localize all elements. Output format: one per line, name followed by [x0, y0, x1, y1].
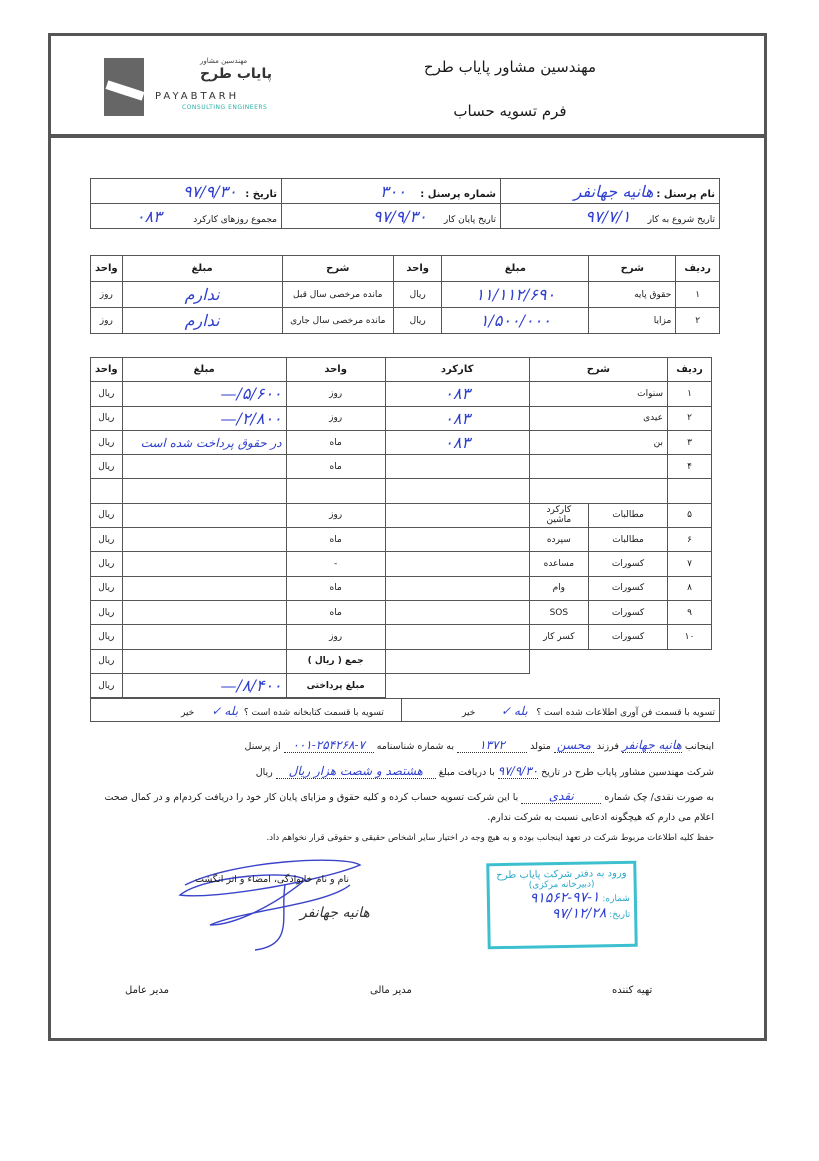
total-label: جمع ( ریال ) [286, 649, 385, 673]
row-work [385, 625, 529, 649]
row-desc2: مانده مرخصی سال قبل [282, 282, 393, 308]
row-number: ۳ [668, 430, 712, 454]
end-date-value: ۹۷/۹/۳۰ [372, 206, 427, 226]
stamp-number: ۱-۹۷-۹۱۵۶۲ [529, 889, 600, 907]
row-work [385, 576, 529, 600]
row-amount: ۱۱/۱۱۲/۶۹۰ [442, 282, 589, 308]
col-header: واحد [91, 358, 123, 382]
row-number: ۹ [668, 600, 712, 624]
declarant-name: هانیه جهانفر [621, 738, 682, 752]
row-amount: ۵/۶۰۰/— [122, 382, 286, 406]
table-row [91, 308, 720, 334]
stamp-number-label: شماره: [602, 893, 630, 905]
table-row [91, 528, 712, 552]
name-value: هانیه جهانفر [573, 181, 654, 201]
col-header: مبلغ [122, 358, 286, 382]
start-date-cell [501, 204, 720, 229]
stamp-date: ۹۷/۱۲/۲۸ [551, 905, 607, 923]
logo-subtitle-fa: مهندسین مشاور [200, 57, 248, 65]
row-desc: کارکرد ماشین [529, 503, 588, 527]
date-label: تاریخ : [245, 188, 277, 200]
row-desc2: مانده مرخصی سال جاری [282, 308, 393, 334]
row-currency: ریال [91, 406, 123, 430]
declaration-line-3: به صورت نقدی/ چک شماره نقدی با این شرکت تسویه حساب کرده و کلیه حقوق و مزایای پایان کار خود را دریافت کردم‌ام و در کمال صحت [104, 789, 714, 803]
row-currency: ریال [91, 576, 123, 600]
row-unit: روز [286, 406, 385, 430]
row-amount2: ندارم [122, 308, 282, 334]
registry-stamp [486, 861, 637, 950]
row-desc: سنوات [529, 382, 667, 406]
declaration-line-4: اعلام می دارم که هیچگونه ادعایی نسبت به شرکت ندارم. [487, 812, 714, 823]
personnel-no-label: شماره پرسنل : [420, 188, 496, 200]
row-work: ۰۸۳ [385, 406, 529, 430]
settlement-date: ۹۷/۹/۳۰ [497, 764, 539, 778]
row-desc [529, 455, 667, 479]
row-unit: ریال [393, 282, 441, 308]
row-work [385, 552, 529, 576]
row-currency: ریال [91, 455, 123, 479]
table-row [91, 552, 712, 576]
check-mark-icon: ✓ [501, 704, 512, 718]
row-work [385, 503, 529, 527]
library-settlement [181, 704, 384, 718]
row-number: ۵ [668, 503, 712, 527]
table-row [91, 600, 712, 624]
row-number: ۲ [668, 406, 712, 430]
row-number [668, 479, 712, 503]
total-row [91, 649, 712, 673]
start-date-label: تاریخ شروع به کار [647, 214, 715, 225]
row-currency: ریال [91, 625, 123, 649]
table-row [91, 282, 720, 308]
row-amount: ۱/۵۰۰/۰۰۰ [442, 308, 589, 334]
table-row [91, 406, 712, 430]
row-currency: ریال [91, 528, 123, 552]
row-amount [122, 552, 286, 576]
row-category: مطالبات [589, 503, 668, 527]
col-header: ردیف [676, 256, 720, 282]
row-work [385, 455, 529, 479]
row-unit: ماه [286, 528, 385, 552]
row-amount: در حقوق پرداخت شده است [122, 430, 286, 454]
name-label: نام پرسنل : [656, 188, 715, 200]
payable-currency: ریال [91, 673, 123, 697]
row-work: ۰۸۳ [385, 430, 529, 454]
table-row [91, 576, 712, 600]
row-desc: مساعده [529, 552, 588, 576]
payable-value: ۸/۴۰۰/— [122, 673, 286, 697]
salary-header-row [91, 256, 720, 282]
row-currency: ریال [91, 552, 123, 576]
row-work [385, 528, 529, 552]
row-desc: SOS [529, 600, 588, 624]
col-header: شرح [589, 256, 676, 282]
row-category: کسورات [589, 625, 668, 649]
date-value: ۹۷/۹/۳۰ [182, 181, 237, 201]
stamp-date-label: تاریخ: [609, 909, 631, 921]
row-amount [122, 600, 286, 624]
workdays-value: ۰۸۳ [135, 206, 162, 226]
row-desc [529, 479, 667, 503]
row-amount [122, 576, 286, 600]
row-unit [286, 479, 385, 503]
preparer-label: تهیه کننده [612, 985, 653, 996]
row-desc: حقوق پایه [589, 282, 676, 308]
col-header: مبلغ [122, 256, 282, 282]
row-currency: ریال [91, 503, 123, 527]
total-empty [385, 649, 529, 673]
stamp-date-row [490, 905, 634, 924]
row-unit: ماه [286, 455, 385, 479]
row-unit: روز [286, 625, 385, 649]
row-unit2: روز [91, 308, 123, 334]
row-amount [122, 625, 286, 649]
it-settlement [462, 704, 715, 718]
finance-manager-label: مدیر مالی [370, 985, 412, 996]
row-number: ۴ [668, 455, 712, 479]
row-desc: بن [529, 430, 667, 454]
start-date-value: ۹۷/۷/۱ [585, 206, 631, 226]
row-work [385, 600, 529, 624]
header-band [48, 33, 767, 138]
end-date-cell [282, 204, 501, 229]
row-work: ۰۸۳ [385, 382, 529, 406]
row-unit: روز [286, 503, 385, 527]
row-number: ۱ [668, 382, 712, 406]
salary-table [90, 255, 720, 334]
row-unit: ماه [286, 600, 385, 624]
payable-row [91, 673, 712, 697]
row-unit: - [286, 552, 385, 576]
personnel-info-table [90, 178, 720, 229]
row-category: کسورات [589, 576, 668, 600]
row-amount [122, 528, 286, 552]
col-header: واحد [393, 256, 441, 282]
personnel-no-value: ۳۰۰ [380, 181, 406, 201]
end-date-label: تاریخ پایان کار [443, 214, 496, 225]
row-number: ۷ [668, 552, 712, 576]
col-header: مبلغ [442, 256, 589, 282]
father-name: محسن [554, 738, 594, 753]
table-row [91, 503, 712, 527]
row-amount2: ندارم [122, 282, 282, 308]
table-row [91, 625, 712, 649]
row-category: کسورات [589, 552, 668, 576]
it-yes-option[interactable]: بله [513, 704, 528, 718]
row-desc: سپرده [529, 528, 588, 552]
row-number: ۲ [676, 308, 720, 334]
workdays-cell [91, 204, 282, 229]
total-value [122, 649, 286, 673]
row-desc: مزایا [589, 308, 676, 334]
col-header: واحد [286, 358, 385, 382]
row-amount [122, 479, 286, 503]
personnel-no-cell [282, 179, 501, 204]
logo-name-en: PAYABTARH [155, 91, 240, 102]
name-cell [501, 179, 720, 204]
ceo-label: مدیر عامل [125, 985, 170, 996]
declaration-line-5: حفظ کلیه اطلاعات مربوط شرکت در تعهد اینجانب بوده و به هیچ وجه در اختیار سایر اشخاص حقیقی و حقوقی قرار نخواهم داد. [266, 833, 714, 843]
col-header: واحد [91, 256, 123, 282]
signature-label: نام و نام خانوادگی، امضاء و اثر انگشت [195, 874, 350, 885]
logo-subtitle-en: CONSULTING ENGINEERS [182, 104, 268, 111]
row-unit2: روز [91, 282, 123, 308]
row-unit: ماه [286, 576, 385, 600]
form-title: فرم تسویه حساب [453, 102, 567, 120]
declaration-line-2: شرکت مهندسین مشاور پایاب طرح در تاریخ ۹۷/۹/۳۰ با دریافت مبلغ هشتصد و شصت هزار ریال ریال [255, 764, 714, 778]
logo-name-fa: پایاب طرح [200, 66, 272, 82]
settlement-amount-words: هشتصد و شصت هزار ریال [276, 764, 436, 779]
row-number: ۸ [668, 576, 712, 600]
col-header: کارکرد [385, 358, 529, 382]
it-no-option[interactable]: خیر [462, 708, 476, 718]
row-desc: عیدی [529, 406, 667, 430]
stamp-line-1: ورود به دفتر شرکت پایاب طرح [496, 867, 627, 882]
row-category: کسورات [589, 600, 668, 624]
row-desc: کسر کار [529, 625, 588, 649]
row-desc: وام [529, 576, 588, 600]
birth-year: ۱۳۷۲ [457, 738, 527, 753]
row-amount: ۲/۸۰۰/— [122, 406, 286, 430]
stamp-line-2: (دبیرخانه مرکزی) [528, 879, 595, 891]
company-title: مهندسین مشاور پایاب طرح [423, 58, 597, 76]
items-table [90, 357, 712, 698]
items-header-row [91, 358, 712, 382]
library-question: تسویه با قسمت کتابخانه شده است ؟ [243, 708, 384, 718]
workdays-label: مجموع روزهای کارکرد [193, 214, 277, 225]
row-number: ۱ [676, 282, 720, 308]
row-currency [91, 479, 123, 503]
row-category: مطالبات [589, 528, 668, 552]
date-cell [91, 179, 282, 204]
declaration-line-1: اینجانب هانیه جهانفر فرزند محسن متولد ۱۳۷۲ به شماره شناسنامه ۰۰۱-۲۵۴۲۶۸-۷ از پرسنل [244, 738, 714, 752]
check-mark-icon: ✓ [211, 704, 222, 718]
row-work [385, 479, 529, 503]
id-number: ۰۰۱-۲۵۴۲۶۸-۷ [284, 738, 374, 753]
col-header: ردیف [668, 358, 712, 382]
table-row [91, 479, 712, 503]
payable-label: مبلغ پرداختی [286, 673, 385, 697]
col-header: شرح [529, 358, 667, 382]
row-number: ۱۰ [668, 625, 712, 649]
total-currency: ریال [91, 649, 123, 673]
table-row [91, 430, 712, 454]
table-row [91, 455, 712, 479]
cheque-number: نقدی [521, 789, 601, 804]
row-unit: ریال [393, 308, 441, 334]
col-header: شرح [282, 256, 393, 282]
row-currency: ریال [91, 430, 123, 454]
settlement-row [90, 698, 720, 722]
row-unit: روز [286, 382, 385, 406]
library-yes-option[interactable]: بله [224, 704, 239, 718]
library-no-option: خیر [181, 708, 195, 718]
it-question: تسویه با قسمت فن آوری اطلاعات شده است ؟ [536, 708, 715, 718]
row-amount [122, 503, 286, 527]
row-amount [122, 455, 286, 479]
signature-name: هانیه جهانفر [300, 905, 370, 921]
row-unit: ماه [286, 430, 385, 454]
row-number: ۶ [668, 528, 712, 552]
table-row [91, 382, 712, 406]
row-currency: ریال [91, 382, 123, 406]
row-currency: ریال [91, 600, 123, 624]
